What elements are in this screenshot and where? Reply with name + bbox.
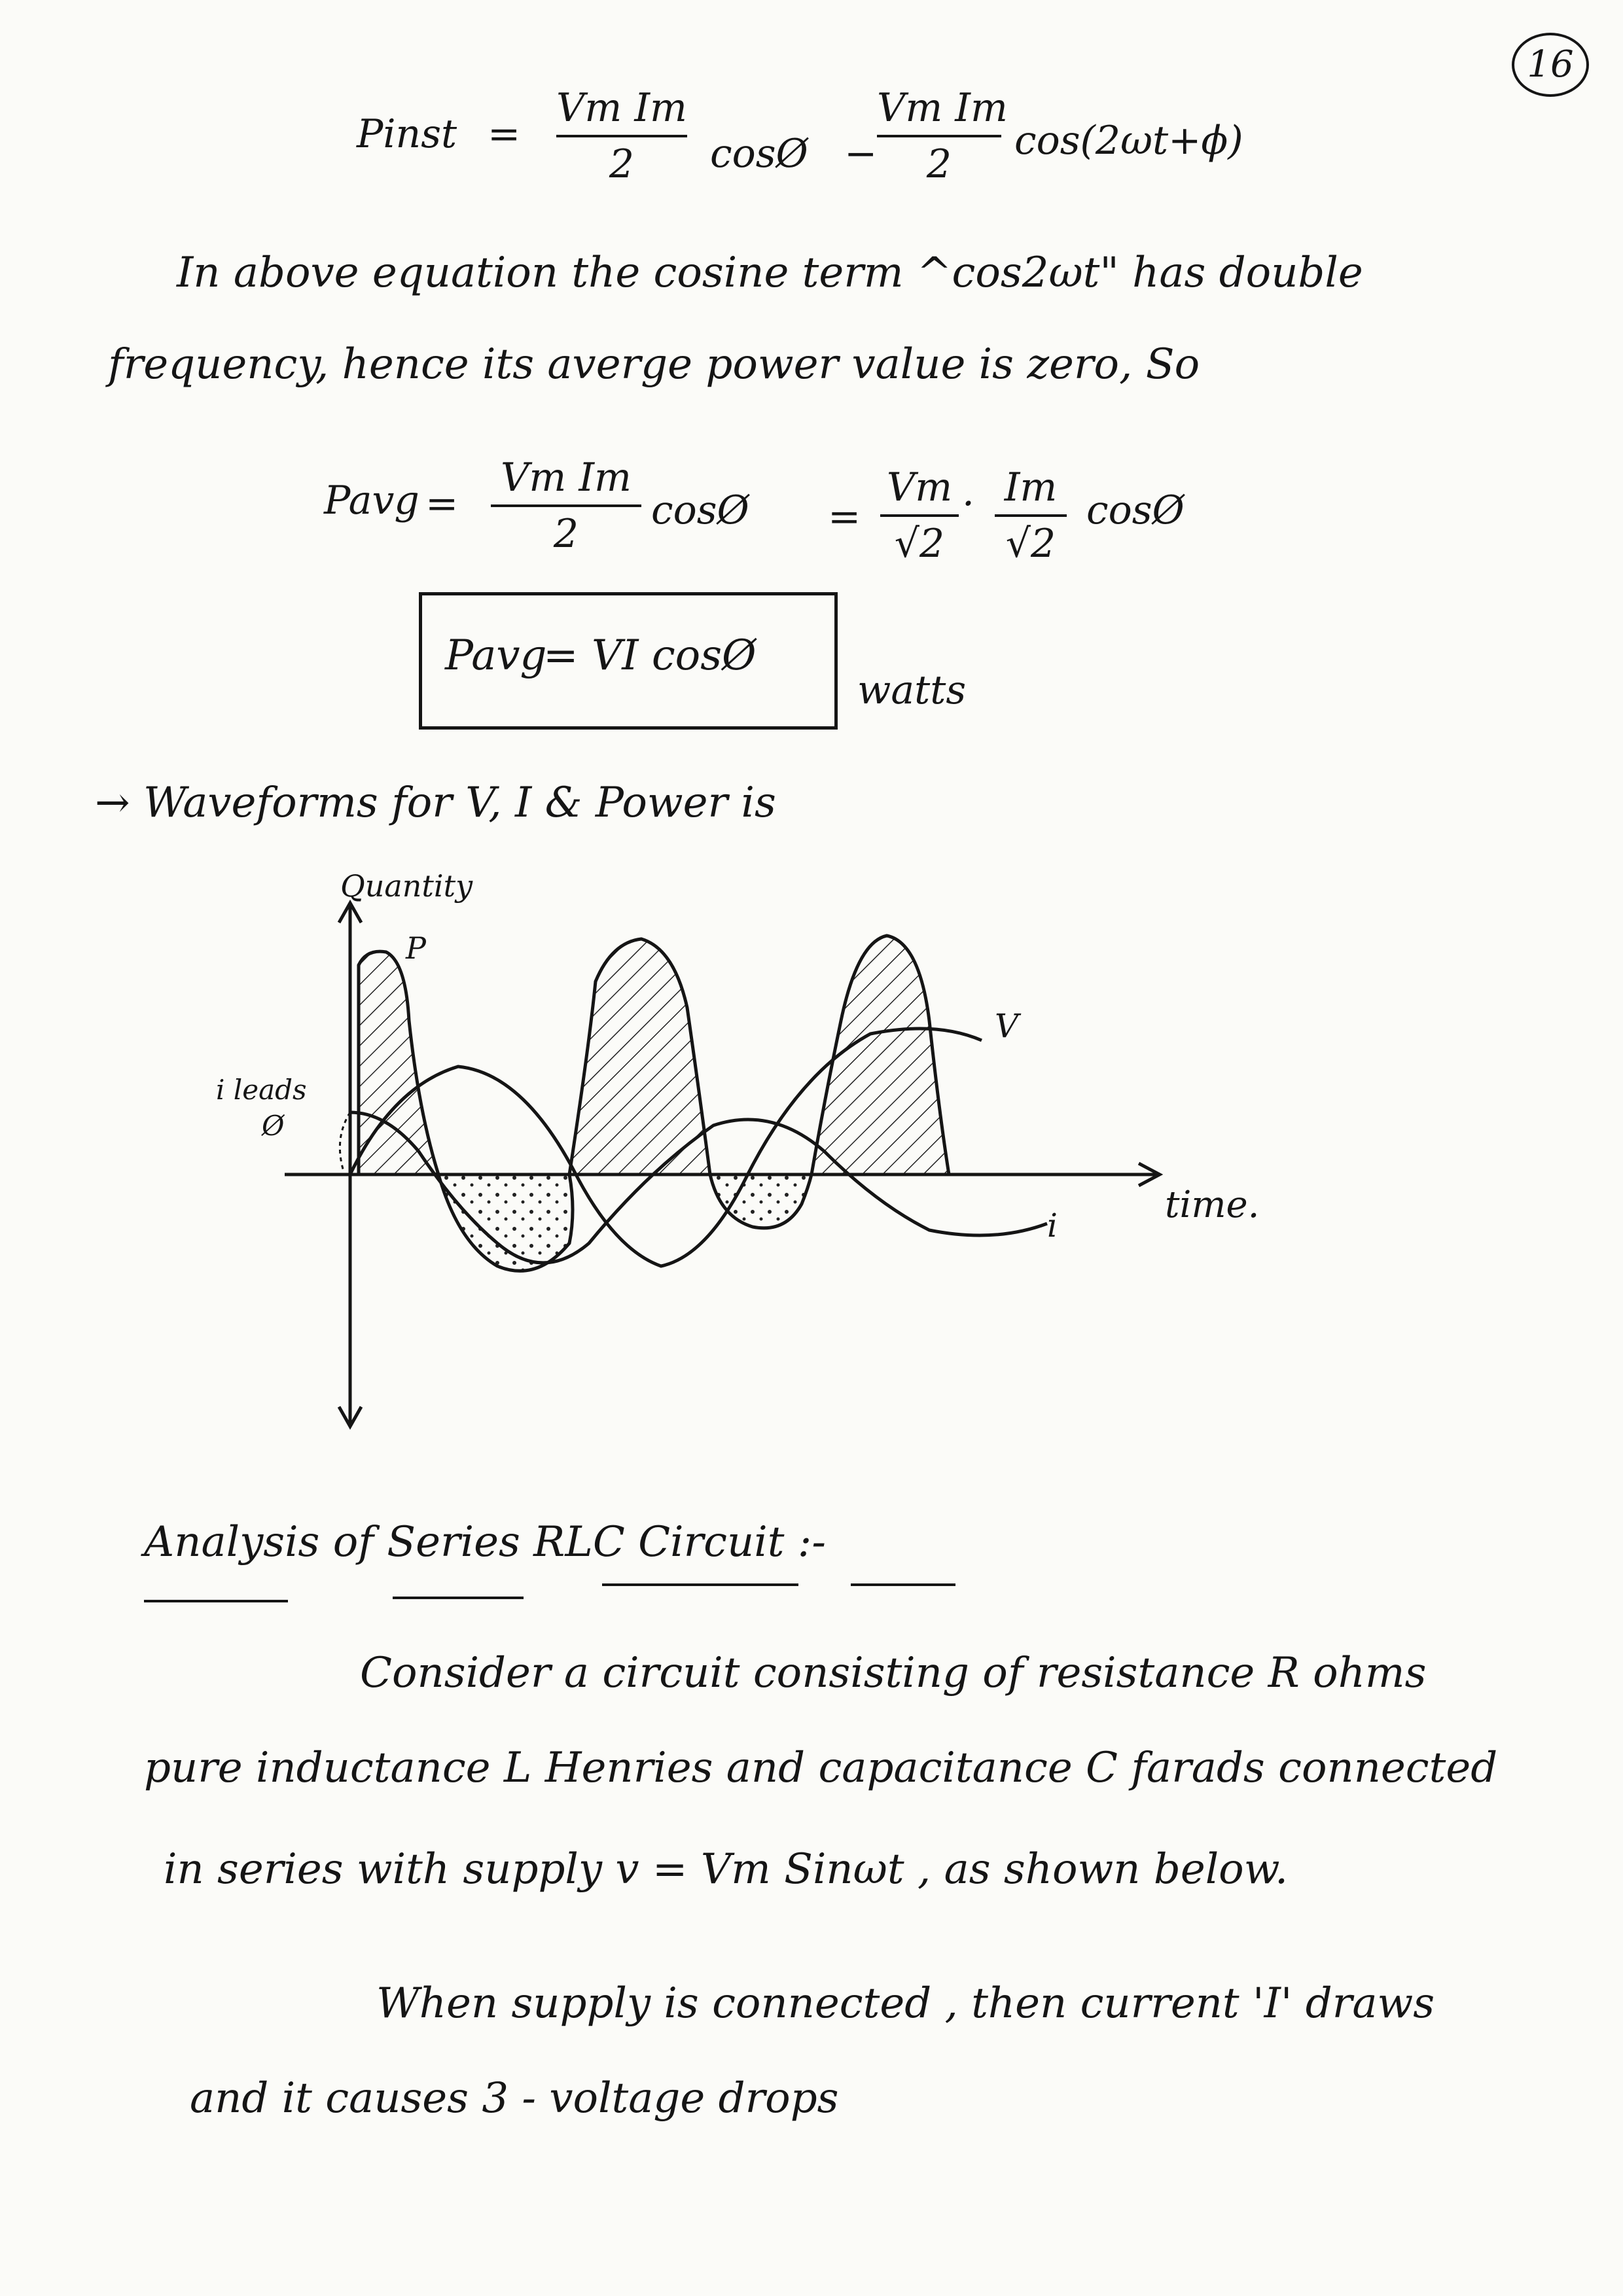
eq1-minus: − [844,131,878,177]
power-label: P [406,930,426,966]
para1-line1: In above equation the cosine term ^cos2ωt" has double [177,249,1363,297]
eq1-cos-2wt: cos(2ωt+ϕ) [1014,118,1243,164]
eq2-equals: = [425,481,459,527]
eq2-lhs: Pavg [324,478,419,523]
section-para2-line1: When supply is connected , then current 'I' draws [376,1979,1435,2028]
power-positive-lobe-2 [569,939,710,1174]
boxed-rhs: = VI cosØ [543,631,757,680]
power-negative-lobe-2 [710,1174,812,1228]
boxed-unit: watts [857,667,967,713]
power-positive-lobe-1 [359,951,438,1174]
heading-underline-2 [393,1597,524,1599]
page-number: 16 [1512,33,1589,97]
eq1-cos-phi: cosØ [710,131,808,177]
eq2-f3-denominator: √2 [1005,521,1056,567]
eq2-dot: · [962,481,975,527]
eq2-f3-numerator: Im [1004,465,1058,510]
eq1-f2-numerator: Vm Im [877,85,1008,131]
section-para-line3: in series with supply v = Vm Sinωt , as shown below. [164,1845,1289,1894]
eq2-cos-phi-2: cosØ [1086,487,1185,533]
eq1-equals: = [488,111,521,157]
heading-underline-3 [602,1583,798,1586]
lead-label: i leads [216,1074,307,1106]
time-axis-label: time. [1165,1184,1260,1226]
eq2-f2-denominator: √2 [894,521,945,567]
power-positive-lobe-3 [812,936,949,1174]
section-para-line2: pure inductance L Henries and capacitance C farads connected [144,1744,1498,1792]
boxed-lhs: Pavg [445,631,547,680]
eq2-equals-2: = [828,494,861,540]
section-heading: Analysis of Series RLC Circuit :- [144,1518,826,1566]
para1-line2: frequency, hence its averge power value is zero, So [108,340,1200,389]
eq2-cos-phi: cosØ [651,487,749,533]
eq1-lhs: Pinst [357,111,457,157]
section-para-line1: Consider a circuit consisting of resistance R ohms [360,1649,1427,1697]
current-label: i [1047,1207,1058,1245]
section-para2-line2: and it causes 3 - voltage drops [190,2074,839,2123]
waveform-heading: → Waveforms for V, I & Power is [95,779,776,827]
eq2-f1-numerator: Vm Im [501,455,632,501]
eq2-f2-numerator: Vm [886,465,953,510]
voltage-label: V [995,1007,1019,1045]
eq2-f1-denominator: 2 [553,511,579,557]
eq1-f1-numerator: Vm Im [556,85,687,131]
power-negative-lobe-1 [438,1174,573,1271]
eq1-f2-denominator: 2 [926,141,952,187]
heading-underline-4 [851,1583,955,1586]
y-axis-label: Quantity [340,868,473,904]
heading-underline-1 [144,1600,288,1602]
eq1-f1-denominator: 2 [609,141,635,187]
phase-angle-label: Ø [262,1110,285,1142]
